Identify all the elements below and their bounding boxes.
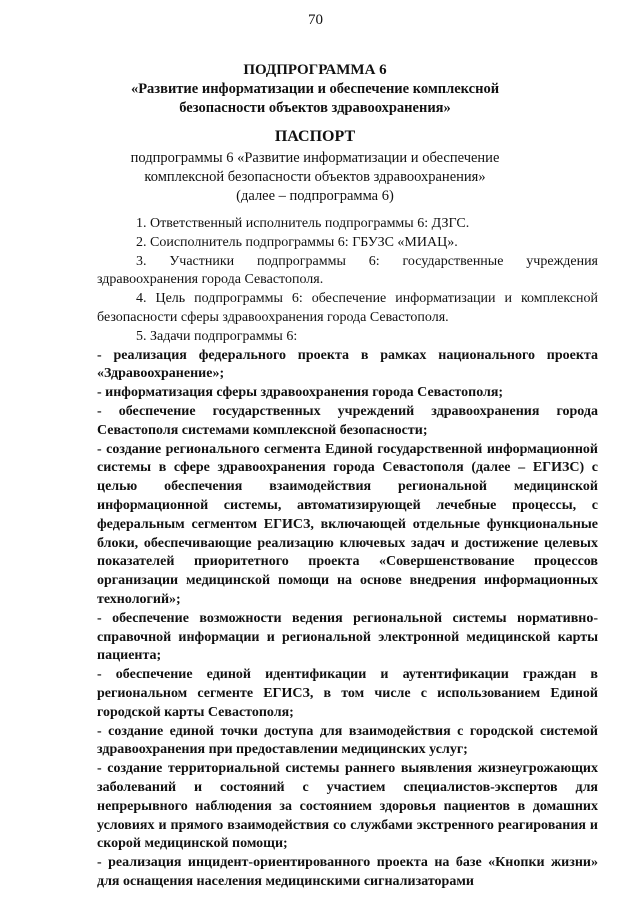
passport-subtitle-line-3: (далее – подпрограмма 6) — [236, 188, 394, 204]
item-tasks-heading: 5. Задачи подпрограммы 6: — [136, 328, 298, 344]
task-informatization: - информатизация сферы здравоохранения города Севастополя; — [97, 385, 504, 401]
task-security-systems: - обеспечение государственных учреждений здравоохранения города Севастополя системами комплексной безопасности; — [97, 403, 598, 438]
subprogram-title-line-2: безопасности объектов здравоохранения» — [179, 100, 451, 116]
task-regional-segment: - создание регионального сегмента Единой государственной информационной системы в сфере здравоохранения города Севастополя (далее – ЕГИЗС) с целью обеспечения взаимодействия региональной медицинской информационной системы, автоматизирующей лечебные процессы, с федеральным сегментом ЕГИСЗ, включающей отдельные функциональные блоки, обеспечивающие реализацию ключевых задач и достижение целевых показателей приоритетного проекта «Совершенствование процессов организации медицинской помощи на основе внедрения информационных технологий»; — [97, 441, 598, 607]
passport-body — [97, 215, 598, 892]
task-life-button: - реализация инцидент-ориентированного проекта на базе «Кнопки жизни» для оснащения населения медицинскими сигнализаторами — [97, 855, 598, 889]
passport-subtitle-line-2: комплексной безопасности объектов здравоохранения» — [144, 169, 486, 185]
subprogram-title — [40, 80, 590, 118]
page-number: 70 — [308, 12, 323, 28]
task-identification: - обеспечение единой идентификации и аутентификации граждан в региональном сегменте ЕГИСЗ, в том числе с использованием Единой городской карты Севастополя; — [97, 667, 598, 720]
task-reference-info: - обеспечение возможности ведения региональной системы нормативно-справочной информации и региональной электронной медицинской карты пациента; — [97, 610, 598, 664]
task-federal-project: - реализация федерального проекта в рамках национального проекта «Здравоохранение»; — [97, 347, 598, 382]
item-responsible-executor: 1. Ответственный исполнитель подпрограммы 6: ДЗГС. — [136, 216, 470, 231]
task-early-detection: - создание территориальной системы раннего выявления жизнеугрожающих заболеваний и состояний с участием специалистов-экспертов для непрерывного наблюдения за состоянием здоровья пациентов в домашних условиях и прямого взаимодействия со службами экстренного реагирования и скорой медицинской помощи; — [97, 761, 598, 852]
item-co-executor: 2. Соисполнитель подпрограммы 6: ГБУЗС «МИАЦ». — [136, 234, 458, 250]
passport-subtitle — [40, 149, 590, 206]
item-participants: 3. Участники подпрограммы 6: государственные учреждения здравоохранения города Севастополя. — [97, 253, 598, 288]
subprogram-title-line-1: «Развитие информатизации и обеспечение комплексной — [130, 81, 500, 97]
item-goal: 4. Цель подпрограммы 6: обеспечение информатизации и комплексной безопасности сферы здравоохранения города Севастополя. — [97, 291, 598, 325]
passport-heading: ПАСПОРТ — [274, 128, 356, 145]
task-access-point: - создание единой точки доступа для взаимодействия с городской системой здравоохранения при предоставлении медицинских услуг; — [97, 723, 598, 758]
subprogram-heading: ПОДПРОГРАММА 6 — [243, 62, 387, 78]
passport-subtitle-line-1: подпрограммы 6 «Развитие информатизации и обеспечение — [130, 150, 500, 166]
